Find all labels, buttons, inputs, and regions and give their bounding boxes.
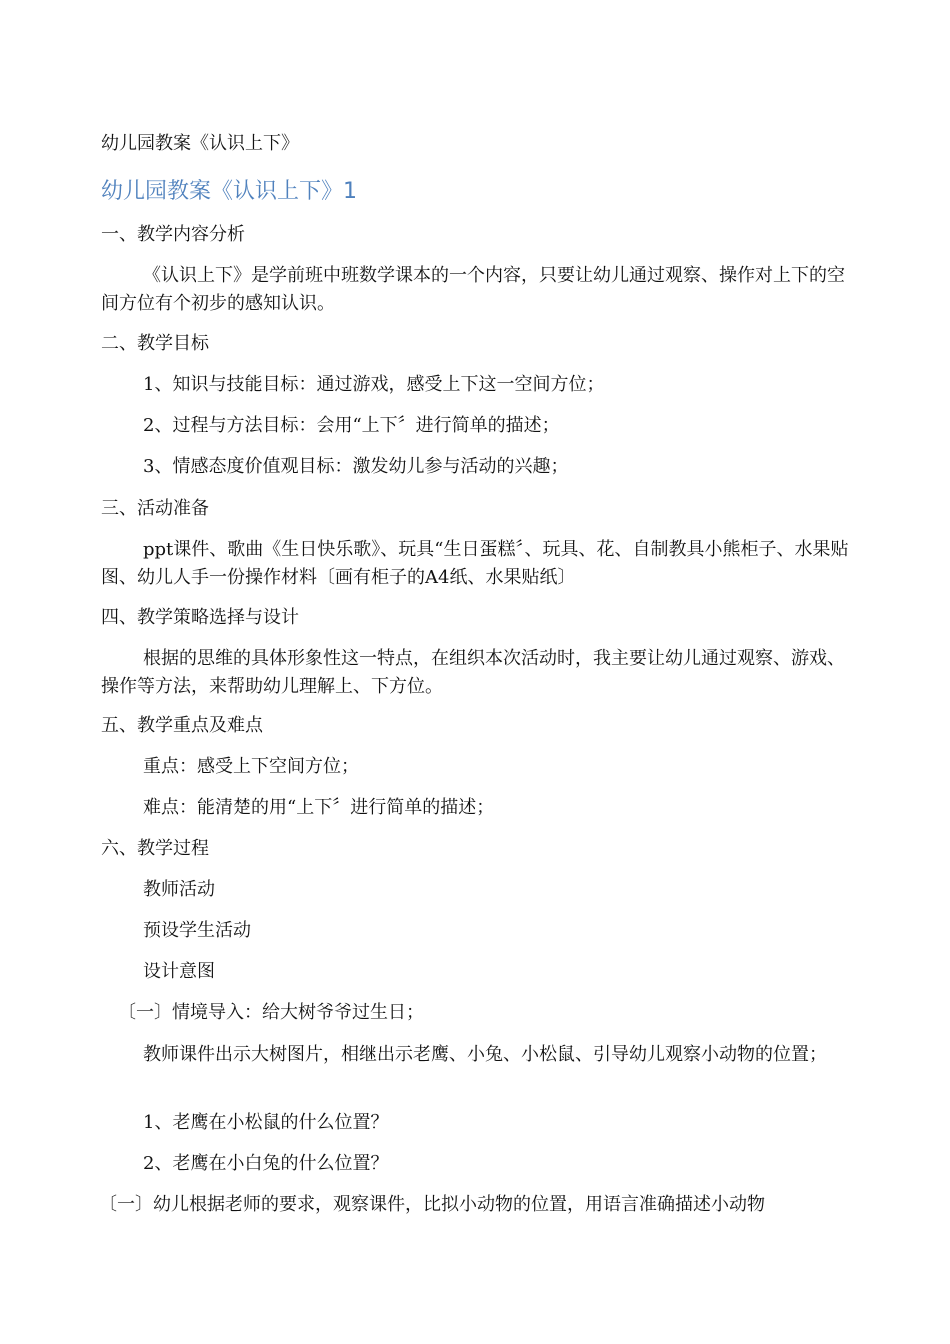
process-student-activity: 预设学生活动: [143, 920, 251, 941]
section-heading-process: 六、教学过程: [101, 838, 209, 859]
section-heading-goals: 二、教学目标: [101, 333, 209, 354]
process-design-intent: 设计意图: [143, 961, 215, 982]
process-teacher-activity: 教师活动: [143, 879, 215, 900]
section-heading-strategy: 四、教学策略选择与设计: [101, 607, 299, 628]
content-analysis-text: 《认识上下》是学前班中班数学课本的一个内容，只要让幼儿通过观察、操作对上下的空间方位有个初步的感知认识。: [101, 265, 845, 314]
difficult-point: 难点：能清楚的用“上下〞进行简单的描述；: [143, 797, 495, 818]
question-1: 1、老鹰在小松鼠的什么位置？: [143, 1112, 389, 1133]
document-heading: 幼儿园教案《认识上下》1: [101, 179, 357, 204]
question-2: 2、老鹰在小白兔的什么位置？: [143, 1153, 389, 1174]
process-step-1: 〔一〕情境导入：给大树爷爷过生日；: [118, 1002, 424, 1023]
section-heading-content-analysis: 一、教学内容分析: [101, 224, 245, 245]
goal-item-1: 1、知识与技能目标：通过游戏，感受上下这一空间方位；: [143, 374, 605, 395]
key-point: 重点：感受上下空间方位；: [143, 756, 359, 777]
strategy-text: 根据的思维的具体形象性这一特点，在组织本次活动时，我主要让幼儿通过观察、游戏、操作等方法，来帮助幼儿理解上、下方位。: [101, 648, 845, 697]
goal-item-3: 3、情感态度价值观目标：激发幼儿参与活动的兴趣；: [143, 456, 569, 477]
process-step-1-text: 教师课件出示大树图片，相继出示老鹰、小兔、小松鼠、引导幼儿观察小动物的位置；: [143, 1044, 827, 1065]
student-response-text: 〔一〕幼儿根据老师的要求，观察课件，比拟小动物的位置，用语言准确描述小动物: [99, 1194, 765, 1215]
goal-item-2: 2、过程与方法目标：会用“上下〞进行简单的描述；: [143, 415, 560, 436]
document-title: 幼儿园教案《认识上下》: [101, 133, 299, 154]
section-heading-key-points: 五、教学重点及难点: [101, 715, 263, 736]
preparation-text: ppt课件、歌曲《生日快乐歌》、玩具“生日蛋糕〞、玩具、花、自制教具小熊柜子、水果贴图、幼儿人手一份操作材料〔画有柜子的A4纸、水果贴纸〕: [101, 539, 849, 588]
section-heading-preparation: 三、活动准备: [101, 498, 209, 519]
